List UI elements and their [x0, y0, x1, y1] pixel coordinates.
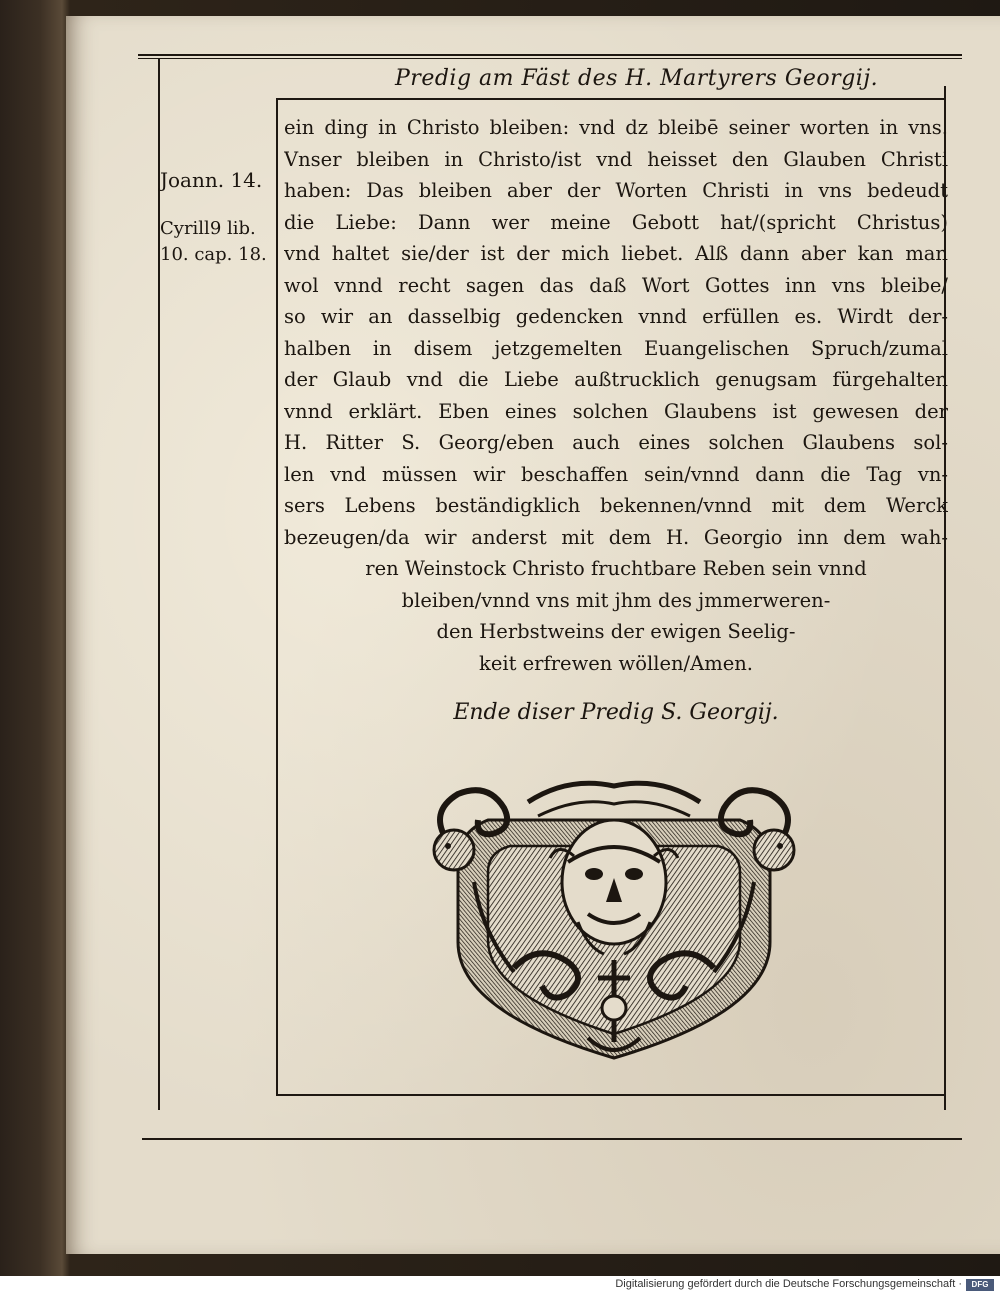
text-line: haben: Das bleiben aber der Worten Christi in vns bedeudt — [284, 179, 948, 202]
margin-divider-rule — [276, 100, 278, 1096]
margin-note-cap: 10. cap. 18. — [160, 244, 267, 265]
bottom-outer-rule — [142, 1138, 962, 1140]
digitization-credit: Digitalisierung gefördert durch die Deutsche Forschungsgemeinschaft · — [615, 1278, 962, 1290]
text-line: vnd haltet sie/der ist der mich liebet. Alß dann aber kan man — [284, 242, 948, 265]
text-line: sers Lebens beständigklich bekennen/vnnd mit dem Werck — [284, 494, 948, 517]
margin-note-cyrill: Cyrill9 lib. — [160, 218, 256, 239]
text-line: wol vnnd recht sagen das daß Wort Gottes inn vns bleibe/ — [284, 273, 948, 297]
closing-line: Ende diser Predig S. Georgij. — [453, 700, 779, 725]
text-line: bezeugen/da wir anderst mit dem H. Georgio inn dem wah- — [284, 525, 948, 549]
left-outer-rule — [158, 58, 160, 1110]
text-line: keit erfrewen wöllen/Amen. — [479, 651, 753, 675]
margin-note-joann: Joann. 14. — [160, 168, 263, 192]
text-line: der Glaub vnd die Liebe außtrucklich genugsam fürgehalten — [284, 368, 948, 391]
running-title: Predig am Fäst des H. Martyrers Georgij. — [395, 66, 879, 91]
text-line: len vnd müssen wir beschaffen sein/vnnd dann die Tag vn- — [284, 462, 948, 486]
top-rule-inner — [138, 58, 962, 59]
text-line: ren Weinstock Christo fruchtbare Reben sein vnnd — [365, 557, 867, 580]
header-rule — [276, 98, 944, 100]
dfg-logo-icon: DFG — [966, 1279, 994, 1291]
text-line: die Liebe: Dann wer meine Gebott hat/(spricht Christus) — [284, 210, 948, 234]
woodcut-ornament-icon — [418, 772, 810, 1064]
bottom-rule — [278, 1094, 946, 1096]
text-line: halben in disem jetzgemelten Euangelischen Spruch/zumal — [284, 336, 948, 360]
text-line: bleiben/vnnd vns mit jhm des jmmerweren- — [401, 588, 831, 612]
text-line: Vnser bleiben in Christo/ist vnd heisset den Glauben Christi — [284, 147, 948, 171]
text-line: den Herbstweins der ewigen Seelig- — [436, 620, 796, 643]
text-line: ein ding in Christo bleiben: vnd dz bleibē seiner worten in vns. — [284, 116, 948, 139]
text-line: vnnd erklärt. Eben eines solchen Glaubens ist gewesen der — [284, 399, 948, 423]
sermon-text — [284, 112, 948, 679]
top-rule — [138, 54, 962, 56]
text-line: so wir an dasselbig gedencken vnnd erfüllen es. Wirdt der- — [284, 305, 948, 328]
text-line: H. Ritter S. Georg/eben auch eines solchen Glaubens sol- — [284, 431, 948, 454]
